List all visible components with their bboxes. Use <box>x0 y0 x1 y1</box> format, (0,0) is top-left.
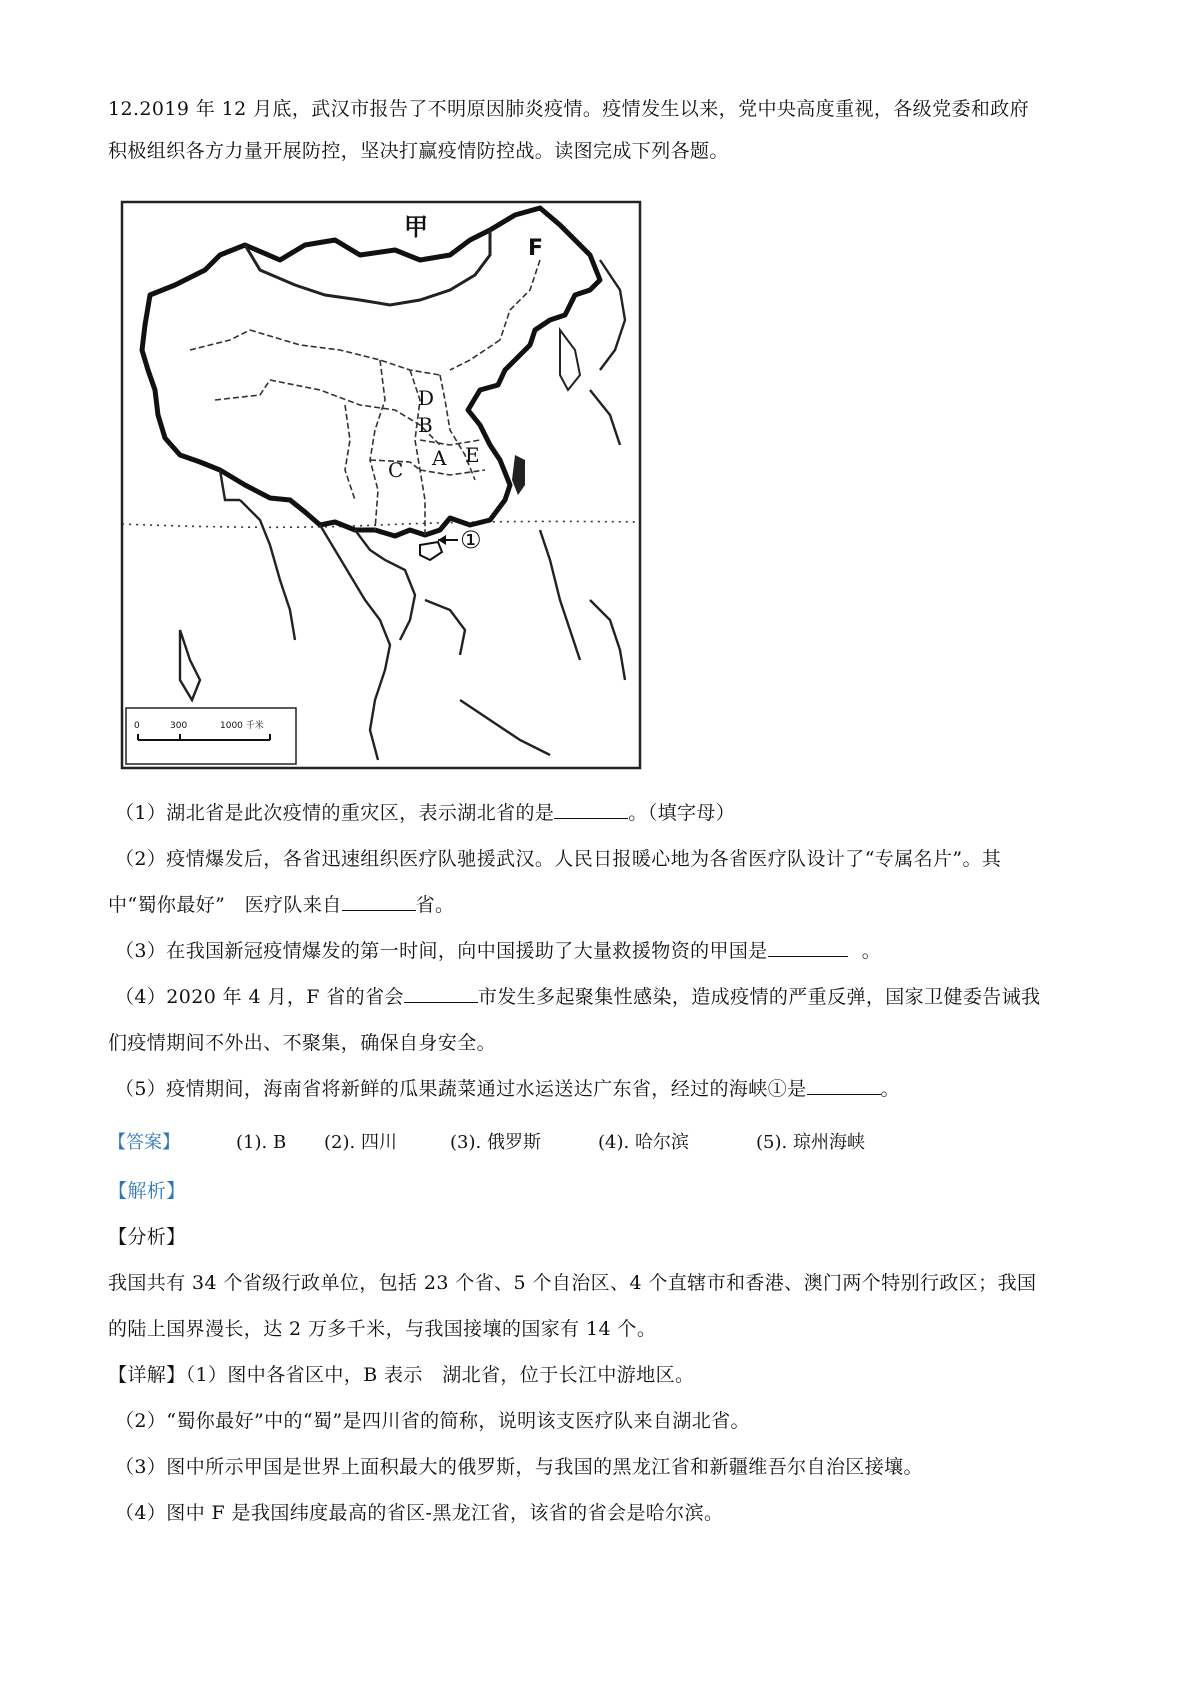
label-a: A <box>432 446 447 470</box>
q4-text: （4）2020 年 4 月，F 省的省会 <box>115 986 404 1008</box>
scale-label-300: 300 <box>170 721 188 731</box>
q4-blank[interactable] <box>404 984 478 1003</box>
detail-tag: 【详解】 <box>108 1364 186 1386</box>
question-line-2: 积极组织各方力量开展防控，坚决打赢疫情防控战。读图完成下列各题。 <box>108 140 729 162</box>
answer-item-5: (5). 琼州海峡 <box>756 1132 865 1153</box>
label-d: D <box>418 386 435 410</box>
label-circle-1: ① <box>460 526 482 554</box>
subquestion-4-line-2: 们疫情期间不外出、不聚集，确保自身安全。 <box>108 1032 497 1054</box>
q2-suffix: 省。 <box>415 894 455 916</box>
fenxi-tag: 【分析】 <box>108 1226 186 1248</box>
label-jia: 甲 <box>404 212 428 241</box>
q2-blank[interactable] <box>342 892 416 911</box>
answer-item-3: (3). 俄罗斯 <box>450 1132 541 1153</box>
subquestion-1 <box>115 800 735 826</box>
label-c: C <box>388 458 404 482</box>
scale-label-1000: 1000 千米 <box>220 721 264 731</box>
china-map-figure <box>120 200 642 770</box>
q3-suffix: 。 <box>861 940 882 962</box>
subquestion-2-line-2 <box>108 892 454 918</box>
q4-text-2: 市发生多起聚集性感染，造成疫情的严重反弹，国家卫健委告诫我 <box>477 986 1041 1008</box>
detail-1 <box>108 1362 694 1388</box>
subquestion-4-line-1 <box>115 984 1040 1010</box>
fenxi-line-1: 我国共有 34 个省级行政单位，包括 23 个省、5 个自治区、4 个直辖市和香港、澳门两个特别行政区；我国 <box>108 1272 1037 1294</box>
detail-4: （4）图中 F 是我国纬度最高的省区-黑龙江省，该省的省会是哈尔滨。 <box>115 1502 724 1524</box>
subquestion-3 <box>115 938 881 964</box>
q1-suffix: 。（填字母） <box>628 802 736 824</box>
fenxi-line-2: 的陆上国界漫长，达 2 万多千米，与我国接壤的国家有 14 个。 <box>108 1318 657 1340</box>
detail-3: （3）图中所示甲国是世界上面积最大的俄罗斯，与我国的黑龙江省和新疆维吾尔自治区接壤。 <box>115 1456 923 1478</box>
q5-blank[interactable] <box>807 1076 881 1095</box>
label-b: B <box>418 413 433 437</box>
answer-item-2: (2). 四川 <box>324 1132 397 1153</box>
analysis-tag: 【解析】 <box>108 1180 186 1202</box>
answer-item-4: (4). 哈尔滨 <box>598 1132 689 1153</box>
label-f: F <box>528 236 544 261</box>
q3-text: （3）在我国新冠疫情爆发的第一时间，向中国援助了大量救援物资的甲国是 <box>115 940 768 962</box>
q5-text: （5）疫情期间，海南省将新鲜的瓜果蔬菜通过水运送达广东省，经过的海峡①是 <box>115 1078 807 1100</box>
question-line-1: 12.2019 年 12 月底，武汉市报告了不明原因肺炎疫情。疫情发生以来，党中央高度重视，各级党委和政府 <box>108 98 1030 120</box>
q3-blank[interactable] <box>768 938 848 957</box>
subquestion-5 <box>115 1076 900 1102</box>
china-map <box>120 200 642 770</box>
detail-1-text: （1）图中各省区中，B 表示 湖北省，位于长江中游地区。 <box>185 1364 695 1386</box>
q5-suffix: 。 <box>880 1078 900 1100</box>
q1-blank[interactable] <box>554 800 628 819</box>
scale-label-0: 0 <box>134 721 140 731</box>
subquestion-2-line-1: （2）疫情爆发后，各省迅速组织医疗队驰援武汉。人民日报暖心地为各省医疗队设计了“专属名片”。其 <box>115 848 1002 870</box>
label-e: E <box>465 443 480 467</box>
q1-text: （1）湖北省是此次疫情的重灾区，表示湖北省的是 <box>115 802 555 824</box>
answer-tag: 【答案】 <box>108 1132 180 1153</box>
q2-text: 中“蜀你最好” 医疗队来自 <box>108 894 342 916</box>
answer-item-1: (1). B <box>236 1132 287 1153</box>
detail-2: （2）“蜀你最好”中的“蜀”是四川省的简称，说明该支医疗队来自湖北省。 <box>115 1410 750 1432</box>
